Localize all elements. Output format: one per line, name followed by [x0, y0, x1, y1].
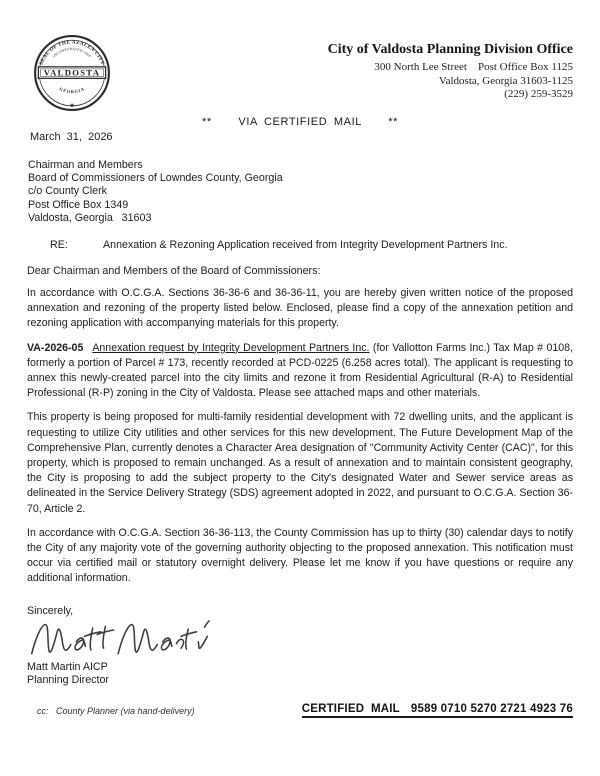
letterhead-address-block	[328, 32, 573, 102]
seal-top-arc-text: SEAL OF THE AZALEA CITY	[38, 39, 106, 66]
city-seal-icon	[31, 32, 113, 114]
letter-footer	[27, 703, 573, 718]
office-title: City of Valdosta Planning Division Office	[327, 42, 573, 57]
cc-note: cc: County Planner (via hand-delivery)	[37, 706, 195, 717]
re-label: RE:	[50, 239, 68, 252]
seal-city-name: VALDOSTA	[43, 67, 101, 78]
street-address: 300 North Lee Street Post Office Box 1125	[374, 61, 573, 73]
case-details: (for Vallotton Farms Inc.) Tax Map # 0108, formerly a portion of Parcel # 173, recently recorded at PCD-0225 (6.258 acres total). The applicant is requesting to annex this newly-created parcel into the city limits and rezone it from Residential Agricultural (R-A) to Residential Professional (R-P) zoning in the City of Valdosta. Please see attached maps and other materials.	[27, 341, 573, 400]
recipient-address-block	[28, 159, 573, 225]
seal-state-text: GEORGIA	[58, 86, 86, 95]
letter-date: March 31, 2026	[30, 131, 113, 143]
signature-handwritten	[29, 619, 211, 661]
re-subject: Annexation & Rezoning Application received from Integrity Development Partners Inc.	[103, 239, 508, 252]
closing-sincerely: Sincerely,	[27, 604, 74, 617]
certified-mail-label: CERTIFIED MAIL	[301, 703, 400, 716]
phone-number: (229) 259-3529	[504, 88, 573, 100]
letterhead	[27, 32, 573, 114]
re-line	[27, 239, 573, 251]
certified-mail-tracking	[302, 703, 573, 718]
paragraph-case-description	[27, 341, 573, 402]
recipient-line: c/o County Clerk	[28, 185, 107, 198]
signer-title: Planning Director	[27, 673, 109, 686]
salutation: Dear Chairman and Members of the Board of Commissioners:	[27, 265, 321, 278]
via-certified-mail-notice: ** VIA CERTIFIED MAIL **	[202, 116, 398, 128]
paragraph-notice: In accordance with O.C.G.A. Sections 36-36-6 and 36-36-11, you are hereby given written notice of the proposed annexation and rezoning of the property listed below. Enclosed, please find a copy of the annexation petition and rezoning application with accompanying materials for this property.	[27, 287, 573, 330]
certified-mail-number: 9589 0710 5270 2721 4923 76	[410, 703, 573, 716]
city-state-zip: Valdosta, Georgia 31603-1125	[438, 74, 573, 87]
recipient-line: Chairman and Members	[28, 159, 143, 171]
case-number: VA-2026-05	[27, 341, 84, 354]
paragraph-development-details: This property is being proposed for multi-family residential development with 72 dwelling units, and the applicant is requesting to utilize City utilities and other services for this new development. The Future Development Map of the Comprehensive Plan, currently denotes a Character Area designation of "Community Activity Center (CAC)", for this property, which is proposed to remain unchanged. As a result of annexation and to maintain consistent geography, the City is proposing to add the subject property to the City's designated Water and Sewer service areas as delineated in the Service Delivery Strategy (SDS) agreement adopted in 2022, and pursuant to O.C.G.A. Section 36-70, Article 2.	[27, 411, 573, 515]
paragraph-response-window: In accordance with O.C.G.A. Section 36-36-113, the County Commission has up to thirty (30) calendar days to notify the City of any majority vote of the governing authority objecting to the proposed annexation. This notification must occur via certified mail or statutory overnight delivery. Please let me know if you have questions or require any additional information.	[27, 526, 573, 585]
recipient-line: Board of Commissioners of Lowndes County, Georgia	[28, 172, 283, 185]
recipient-line: Post Office Box 1349	[28, 198, 129, 211]
recipient-line: Valdosta, Georgia 31603	[28, 211, 152, 224]
seal-sub-arc-text: INCORPORATED 1860	[52, 47, 92, 59]
seal-star-icon: ★	[69, 102, 75, 110]
signer-name: Matt Martin AICP	[27, 660, 108, 673]
case-title-underlined: Annexation request by Integrity Development Partners Inc.	[92, 341, 370, 354]
